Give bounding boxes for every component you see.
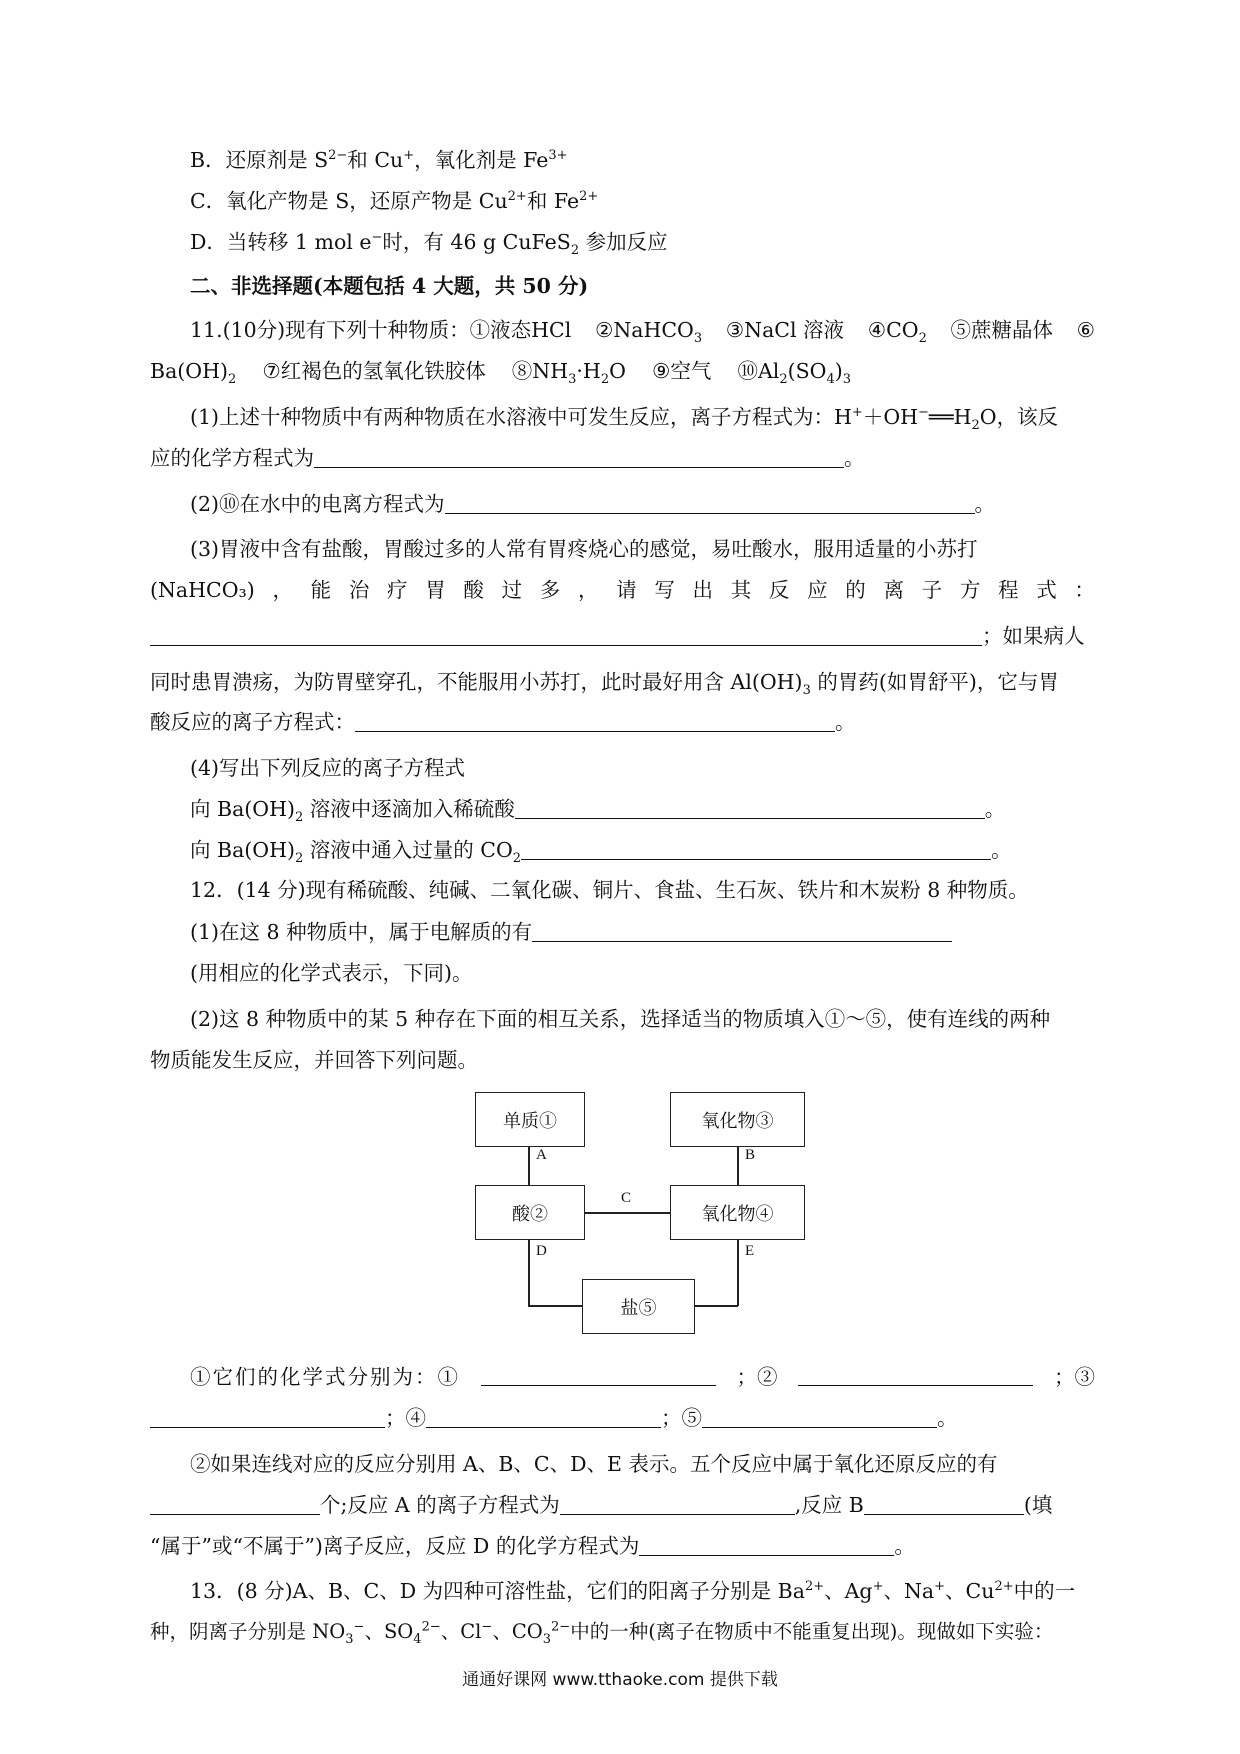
answer-blank[interactable] — [532, 921, 952, 942]
q12-s1-line2: ；④ ；⑤ 。 — [150, 1406, 1095, 1431]
connector-d-vertical — [528, 1240, 530, 1306]
justified-char: 能 — [310, 578, 332, 602]
justified-char: 出 — [692, 578, 713, 602]
option-b: B．还原剂是 $S^{2-}$和 Cu+，氧化剂是 $Fe^{3+}$ — [190, 148, 568, 172]
justified-char: ， — [272, 578, 293, 602]
answer-blank[interactable] — [314, 447, 844, 468]
q11-p4-b: 向 $Ba(OH)_2$ 溶液中通入过量的 $CO_2$ 。 — [190, 838, 1012, 867]
option-d: D．当转移 1 mol e−时，有 46 g CuFeS$_2$ 参加反应 — [190, 230, 668, 259]
box-salt-5: 盐⑤ — [582, 1279, 695, 1334]
justified-char: ： — [1074, 578, 1095, 602]
q11-p4-title: (4)写出下列反应的离子方程式 — [190, 756, 466, 780]
q11-p3-line1: (3)胃液中含有盐酸，胃酸过多的人常有胃疼烧心的感觉，易吐酸水，服用适量的小苏打 — [190, 537, 978, 561]
justified-char: 多 — [539, 578, 561, 602]
label-a: A — [536, 1147, 547, 1163]
answer-blank[interactable] — [150, 625, 982, 646]
q11-stem-line1: 11.(10分)现有下列十种物质：①液态HCl ②NaHCO$_3$ ③NaCl 溶液 $④CO_2$ ⑤蔗糖晶体 ⑥ — [190, 318, 1095, 347]
justified-char: 胃 — [425, 578, 446, 602]
box-oxide-4: 氧化物④ — [670, 1185, 805, 1240]
option-c: C．氧化产物是 S，还原产物是 $Cu^{2+}$和 $Fe^{2+}$ — [190, 189, 599, 213]
answer-blank[interactable] — [150, 1494, 320, 1515]
answer-blank[interactable] — [426, 1407, 661, 1428]
justified-char: 离 — [883, 578, 904, 602]
justified-char: 写 — [654, 578, 675, 602]
q12-p2-line2: 物质能发生反应，并回答下列问题。 — [150, 1048, 478, 1072]
justified-char: 疗 — [387, 578, 408, 602]
box-element-1: 单质① — [475, 1092, 585, 1147]
justified-char: (NaHCO₃) — [150, 578, 255, 602]
justified-char: 程 — [998, 578, 1019, 602]
box-acid-2: 酸② — [475, 1185, 585, 1240]
q12-stem: 12．(14 分)现有稀硫酸、纯碱、二氧化碳、铜片、食盐、生石灰、铁片和木炭粉 8 种物质。 — [190, 878, 1029, 902]
justified-char: 反 — [768, 578, 790, 602]
q11-stem-line2: $Ba(OH)_2$ ⑦红褐色的氢氧化铁胶体 $⑧NH_3\cdot H_2O$ ⑨空气 $⑩Al_2(SO_4)_3$ — [150, 359, 852, 388]
connector-e-vertical — [737, 1240, 739, 1306]
justified-char: ， — [577, 578, 599, 602]
section-title: 二、非选择题(本题包括 4 大题，共 50 分) — [190, 274, 589, 298]
q13-line2: 种，阴离子分别是 $NO_3^-$、$SO_4^{2-}$、Cl−、$CO_3^{2-}$中的一种(离子在物质中不能重复出现)。现做如下实验： — [150, 1619, 1054, 1647]
justified-char: 其 — [730, 578, 752, 602]
answer-blank[interactable] — [639, 1535, 894, 1556]
q12-s1-line1: ①它们的化学式分别为：① ；② ；③ — [190, 1365, 1095, 1389]
page-footer: 通通好课网 www.tthaoke.com 提供下载 — [462, 1670, 778, 1690]
answer-blank[interactable] — [798, 1365, 1033, 1386]
q12-p1-line2: (用相应的化学式表示，下同)。 — [190, 961, 473, 985]
label-d: D — [536, 1243, 547, 1259]
connector-a — [528, 1147, 530, 1185]
label-b: B — [745, 1147, 756, 1163]
q11-p2: (2)⑩在水中的电离方程式为 。 — [190, 492, 996, 516]
answer-blank[interactable] — [481, 1365, 716, 1386]
q12-p1-line1: (1)在这 8 种物质中，属于电解质的有 — [190, 920, 1095, 945]
box-oxide-3: 氧化物③ — [670, 1092, 805, 1147]
label-e: E — [745, 1243, 755, 1259]
justified-char: 方 — [959, 578, 981, 602]
connector-c — [585, 1212, 670, 1214]
justified-char: 治 — [348, 578, 370, 602]
q11-p3-line2 — [150, 578, 1095, 603]
answer-blank[interactable] — [702, 1407, 937, 1428]
q11-p1-line1: (1)上述十种物质中有两种物质在水溶液中可发生反应，离子方程式为：$H^++OH^-══H_2O$，该反 — [190, 405, 1059, 434]
connector-d-horizontal — [528, 1305, 584, 1307]
justified-char: 式 — [1036, 578, 1057, 602]
justified-char: 酸 — [463, 578, 484, 602]
connector-b — [737, 1147, 739, 1185]
label-c: C — [621, 1190, 632, 1206]
connector-e-horizontal — [693, 1305, 738, 1307]
q12-s2-line3: “属于”或“不属于”)离子反应，反应 D 的化学方程式为 。 — [150, 1534, 915, 1558]
q11-p4-a: 向 $Ba(OH)_2$ 溶液中逐滴加入稀硫酸 。 — [190, 797, 1006, 826]
q11-p3-line3: ；如果病人 — [150, 624, 1095, 649]
answer-blank[interactable] — [560, 1494, 795, 1515]
answer-blank[interactable] — [864, 1494, 1024, 1515]
justified-char: 子 — [921, 578, 943, 602]
justified-char: 应 — [807, 578, 828, 602]
justified-char: 的 — [845, 578, 866, 602]
q11-p1-line2: 应的化学方程式为 。 — [150, 446, 865, 470]
justified-char: 过 — [501, 578, 523, 602]
answer-blank[interactable] — [445, 493, 975, 514]
q12-p2-line1: (2)这 8 种物质中的某 5 种存在下面的相互关系，选择适当的物质填入①～⑤，使有连线的两种 — [190, 1007, 1051, 1031]
q11-p3-line4: 同时患胃溃疡，为防胃壁穿孔，不能服用小苏打，此时最好用含 $Al(OH)_3$ 的胃药(如胃舒平)，它与胃 — [150, 670, 1059, 699]
justified-char: 请 — [616, 578, 637, 602]
answer-blank[interactable] — [355, 711, 835, 732]
answer-blank[interactable] — [150, 1407, 385, 1428]
q12-s2-line2: 个;反应 A 的离子方程式为 ,反应 B (填 — [150, 1493, 1095, 1518]
q12-s2-line1: ②如果连线对应的反应分别用 A、B、C、D、E 表示。五个反应中属于氧化还原反应的有 — [190, 1452, 998, 1476]
q11-p3-line5: 酸反应的离子方程式： 。 — [150, 710, 856, 734]
answer-blank[interactable] — [515, 798, 985, 819]
answer-blank[interactable] — [521, 839, 991, 860]
q13-line1: 13．(8 分)A、B、C、D 为四种可溶性盐，它们的阳离子分别是 $Ba^{2+}$、Ag+、Na+、$Cu^{2+}$中的一 — [190, 1579, 1076, 1603]
